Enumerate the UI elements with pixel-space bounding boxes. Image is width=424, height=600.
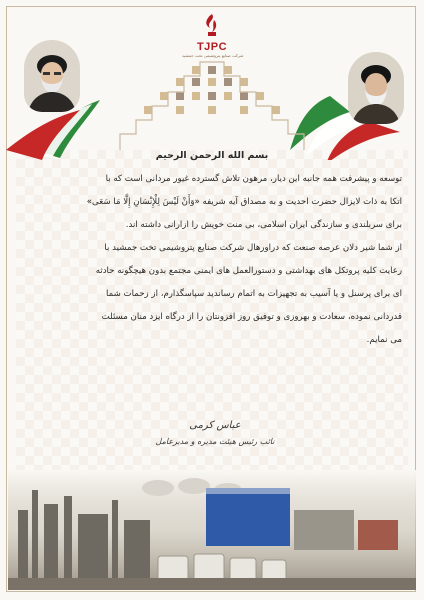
- letter-line: رعایت کلیه پروتکل های بهداشتی و دستورالعمل های ایمنی مجتمع بدون هیچگونه حادثه: [95, 266, 402, 276]
- plant-building-grey: [294, 510, 354, 550]
- letter-line: از شما شیر دلان عرصه صنعت که دراورهال شرکت صنایع پتروشیمی تخت جمشید با: [104, 243, 402, 253]
- letter-line: برای سربلندی و سازندگی ایران اسلامی، بی منت خویش را ازارانی داشته اند.: [125, 220, 402, 230]
- logo-text: TJPC: [196, 41, 228, 53]
- letter-line: قدردانی نموده، سعادت و بهروزی و توفیق روز افزونتان را از درگاه ایزد منان مسئلت: [101, 312, 402, 322]
- salutation: بسم الله الرحمن الرحیم: [155, 150, 269, 161]
- company-logo: [182, 12, 242, 59]
- signature-title: نائب رئیس هیئت مدیره و مدیرعامل: [155, 437, 275, 446]
- portrait-left: [24, 40, 80, 112]
- letter-line: می نمایم.: [366, 335, 402, 345]
- signature-name: عباس کرمی: [189, 420, 241, 431]
- plant-building-blue: [206, 492, 290, 546]
- letter-line: توسعه و پیشرفت همه جانبه این دیار، مرهون تلاش گسترده غیور مردانی است که با: [105, 174, 402, 184]
- portrait-right: [348, 52, 404, 124]
- letter-line: ای برای پرسنل و یا آسیب به تجهیزات به اتمام رساندید سپاسگذارم، از زحمات شما: [106, 289, 402, 299]
- flame-logo-icon: [200, 12, 224, 38]
- logo-subtitle: شرکت صنایع پتروشیمی تخت جمشید: [182, 53, 244, 58]
- signature-block: [140, 420, 290, 446]
- letter-body: [22, 150, 402, 357]
- plant-building-red: [358, 520, 398, 550]
- petrochemical-plant-image: [8, 470, 416, 590]
- letter-line: اتکا به ذات لایزال حضرت احدیت و به مصداق آیه شریفه «وَأَنْ لَيْسَ لِلْإِنْسَانِ إِلَّا مَا سَعَى»: [86, 197, 402, 207]
